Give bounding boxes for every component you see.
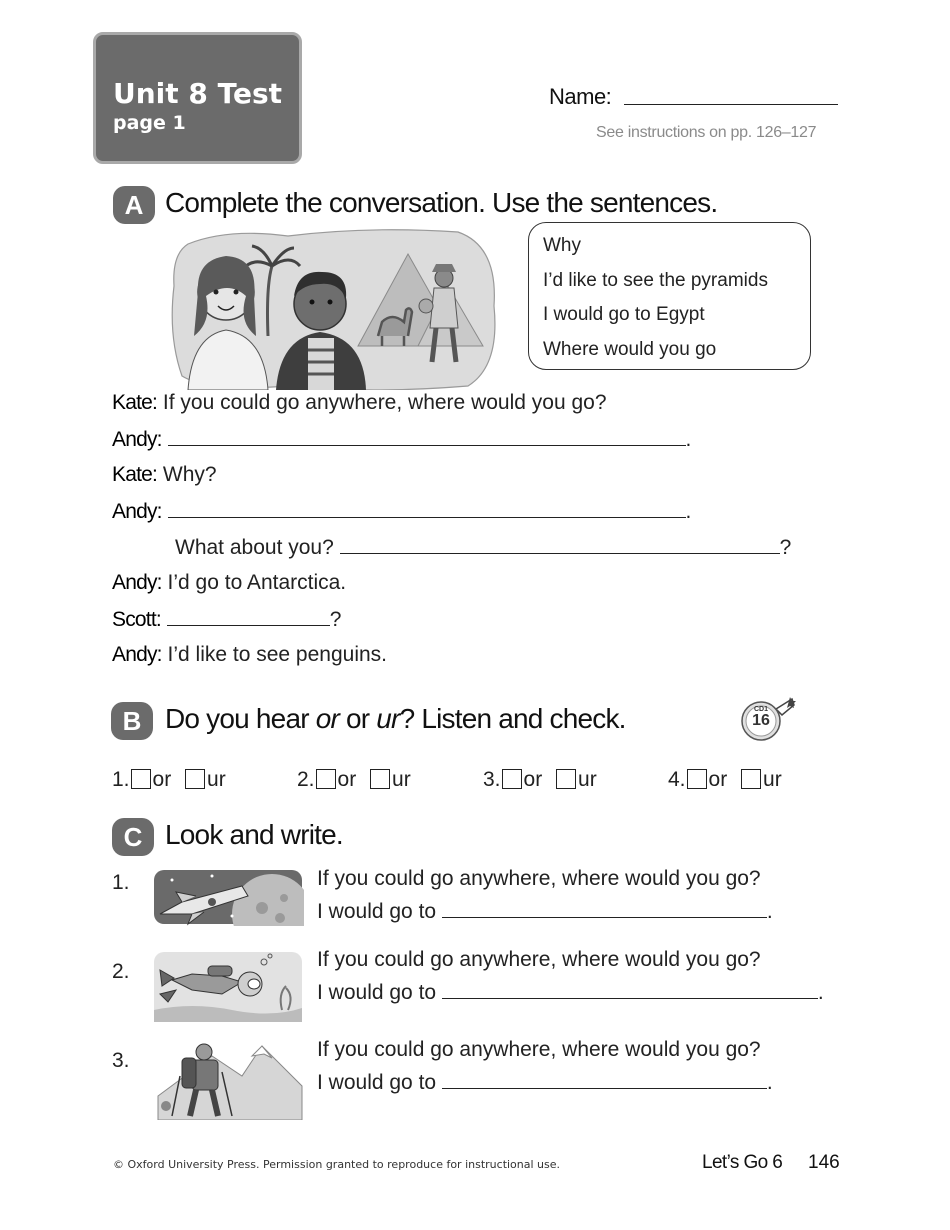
name-label: Name: [549,84,612,109]
answer-prefix: I would go to [317,1071,442,1094]
check-item [297,768,411,792]
checkbox-ur[interactable] [741,769,761,789]
rocket-moon-illustration [152,868,304,926]
answer-blank[interactable] [442,979,818,999]
dialog-text: Why? [157,463,217,486]
question-text: If you could go anywhere, where would you go? [317,867,761,890]
item-number: 1. [112,768,130,791]
dialog-line [175,534,791,561]
section-b-badge: B [111,702,153,740]
unit-title-box [93,32,302,164]
speaker-name: Andy: [112,428,162,451]
mountain-hiker-illustration [152,1036,304,1120]
answer-end: . [766,1071,773,1094]
book-title: Let’s Go 6 [702,1152,783,1173]
item-number: 4. [668,768,686,791]
item-number: 3. [483,768,501,791]
option-label: or [708,768,728,791]
item-number: 2. [112,960,130,983]
dialog-end: . [685,500,692,523]
heading-text: Do you hear [165,703,316,734]
section-b-heading [165,703,626,735]
question-block [317,943,824,1009]
sentence-word-bank [528,222,811,370]
answer-prefix: I would go to [317,900,442,923]
dialog-line [112,462,217,488]
cd-label: CD1 [753,706,768,713]
cd-track-number: 16 [752,712,770,729]
word-bank-item: I would go to Egypt [543,304,705,325]
heading-ur: ur [376,703,400,734]
dialog-line [112,606,341,633]
speaker-name: Kate: [112,391,158,414]
dialog-text: I’d go to Antarctica. [161,571,347,594]
word-bank-item: I’d like to see the pyramids [543,269,768,291]
dialog-line [112,498,691,525]
dialog-end: . [685,428,692,451]
option-label: ur [763,768,782,791]
instructions-note: See instructions on pp. 126–127 [596,124,817,141]
dialog-line [112,570,346,596]
check-item [483,768,597,792]
dialog-line [112,426,691,453]
checkbox-or[interactable] [316,769,336,789]
answer-blank[interactable] [442,1069,767,1089]
question-block [317,1033,773,1099]
page-number: 146 [808,1152,840,1173]
speaker-name: Andy: [112,643,162,666]
answer-blank[interactable] [340,534,780,554]
section-c-badge: C [112,818,154,856]
dialog-line [112,642,387,668]
dialog-line [112,390,607,416]
question-text: If you could go anywhere, where would you go? [317,948,761,971]
option-label: ur [392,768,411,791]
egypt-scene-illustration [168,226,500,390]
word-bank-item: Where would you go [543,338,717,360]
dialog-end: ? [779,536,792,559]
answer-end: . [817,981,824,1004]
answer-end: . [766,900,773,923]
speaker-name: Andy: [112,571,162,594]
option-label: ur [578,768,597,791]
cd-audio-icon[interactable] [740,695,796,743]
word-bank-item: Why [543,235,581,256]
heading-or: or [315,703,340,734]
page-label: page 1 [113,112,186,134]
answer-blank[interactable] [442,898,767,918]
checkbox-ur[interactable] [185,769,205,789]
checkbox-ur[interactable] [370,769,390,789]
option-label: ur [207,768,226,791]
heading-text: or [339,703,377,734]
copyright-notice: © Oxford University Press. Permission granted to reproduce for instructional use. [113,1158,561,1171]
item-number: 3. [112,1049,130,1072]
section-a-heading: Complete the conversation. Use the sentences. [165,187,718,218]
dialog-text: If you could go anywhere, where would you go? [157,391,607,414]
answer-blank[interactable] [168,498,686,518]
answer-blank[interactable] [167,606,330,626]
speaker-name: Kate: [112,463,158,486]
section-c-heading: Look and write. [165,819,343,850]
option-label: or [523,768,543,791]
section-a-badge: A [113,186,155,224]
answer-prefix: I would go to [317,981,442,1004]
option-label: or [337,768,357,791]
dialog-text: I’d like to see penguins. [161,643,388,666]
dialog-text: What about you? [175,536,340,559]
check-item [668,768,782,792]
heading-text: ? Listen and check. [399,703,626,734]
option-label: or [152,768,172,791]
scuba-diver-illustration [152,950,304,1024]
speaker-name: Andy: [112,500,162,523]
answer-blank[interactable] [168,426,686,446]
check-item [112,768,226,792]
item-number: 1. [112,871,130,894]
item-number: 2. [297,768,315,791]
checkbox-or[interactable] [131,769,151,789]
dialog-end: ? [329,608,342,631]
name-field[interactable] [624,104,838,105]
speaker-name: Scott: [112,608,161,631]
checkbox-or[interactable] [687,769,707,789]
question-text: If you could go anywhere, where would you go? [317,1038,761,1061]
question-block [317,862,773,928]
checkbox-or[interactable] [502,769,522,789]
checkbox-ur[interactable] [556,769,576,789]
unit-title: Unit 8 Test [113,77,283,110]
